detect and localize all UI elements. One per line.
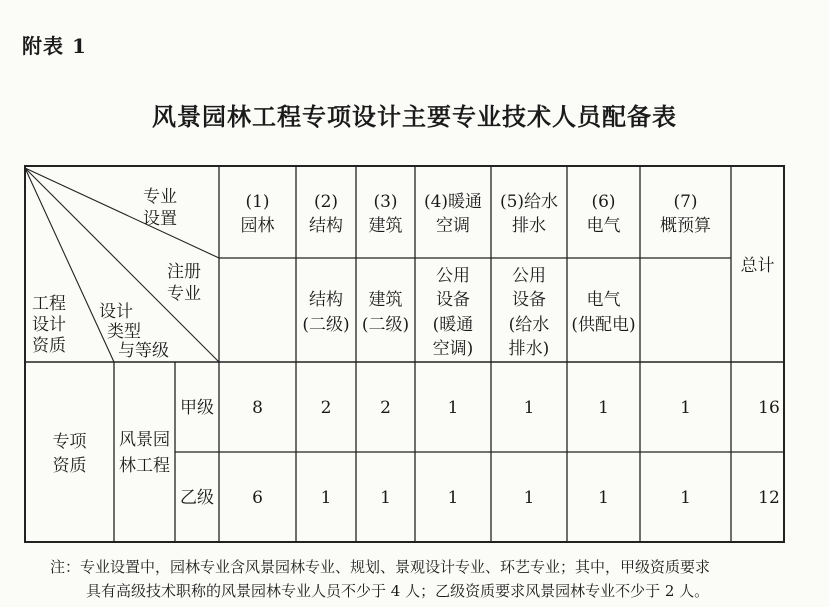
col7-num: (7) <box>673 192 698 212</box>
col3-reg-1: 建筑 <box>368 290 403 310</box>
grade-a: 甲级 <box>180 398 214 418</box>
col5-num: (5) <box>499 192 525 212</box>
corner-qualification-line1: 工程 <box>32 294 66 314</box>
col6-reg-2: (供配电) <box>571 315 636 335</box>
col4-name: 暖通 <box>448 192 483 212</box>
design-type-2: 林工程 <box>119 456 170 476</box>
col3-num: (3) <box>373 192 398 212</box>
table-title: 风景园林工程专项设计主要专业技术人员配备表 <box>152 102 677 131</box>
corner-registered-line1: 注册 <box>167 262 201 282</box>
col4-reg-2: 设备 <box>436 290 470 310</box>
col4-reg-4: 空调) <box>432 339 474 359</box>
qual-category-2: 资质 <box>52 456 87 476</box>
grade-a-col2: 2 <box>320 398 332 418</box>
col2-num: (2) <box>313 192 339 212</box>
note-line-1: 注：专业设置中，园林专业含风景园林专业、规划、景观设计专业、环艺专业；其中，甲级资质要求 <box>50 558 711 576</box>
col3-name: 建筑 <box>368 216 403 236</box>
grade-b-col2: 1 <box>320 488 332 508</box>
col7-name: 概预算 <box>660 216 711 236</box>
grade-b-total: 12 <box>758 488 780 508</box>
col4-title <box>415 190 491 214</box>
corner-profession-line1: 专业 <box>143 187 177 207</box>
grade-b-col3: 1 <box>380 488 391 508</box>
corner-design-line1: 设计 <box>99 302 133 322</box>
grade-a-col6: 1 <box>598 398 609 418</box>
col4-reg-3: (暖通 <box>432 315 474 335</box>
grade-a-col7: 1 <box>680 398 691 418</box>
corner-design-line3: 与等级 <box>118 341 169 361</box>
col1-num: (1) <box>245 192 270 212</box>
col5-reg-2: 设备 <box>512 290 546 310</box>
col5-reg-1: 公用 <box>512 266 546 286</box>
grade-a-col1: 8 <box>252 398 263 418</box>
col5-reg-3: (给水 <box>508 315 550 335</box>
grade-a-col5: 1 <box>523 398 535 418</box>
grade-a-col3: 2 <box>380 398 391 418</box>
col4-name2: 空调 <box>436 216 470 236</box>
col3-reg-2: (二级) <box>361 315 410 335</box>
corner-registered-line2: 专业 <box>167 284 201 304</box>
qual-category-1: 专项 <box>52 432 87 452</box>
grade-b-col7: 1 <box>680 488 691 508</box>
note-line-2: 具有高级技术职称的风景园林专业人员不少于 4 人；乙级资质要求风景园林专业不少于 2 人。 <box>86 582 710 600</box>
grade-b-col5: 1 <box>523 488 535 508</box>
col5-name: 给水 <box>524 192 559 212</box>
total-header: 总计 <box>740 256 775 276</box>
col2-reg-1: 结构 <box>309 290 343 310</box>
grade-a-col4: 1 <box>447 398 459 418</box>
corner-qualification-line3: 资质 <box>32 336 66 356</box>
grade-a-total: 16 <box>758 398 780 418</box>
col2-reg-2: (二级) <box>302 315 350 335</box>
grade-b: 乙级 <box>180 488 214 508</box>
grade-b-col1: 6 <box>252 488 263 508</box>
col4-num: (4) <box>423 192 449 212</box>
col6-name: 电气 <box>586 216 621 236</box>
col4-reg-1: 公用 <box>436 266 470 286</box>
col5-reg-4: 排水) <box>508 339 550 359</box>
col2-name: 结构 <box>309 216 343 236</box>
design-type-1: 风景园 <box>119 430 170 450</box>
col6-num: (6) <box>591 192 616 212</box>
col1-name: 园林 <box>240 216 275 236</box>
figure-label: 附表 1 <box>22 34 87 58</box>
corner-profession-line2: 设置 <box>143 209 177 229</box>
grade-b-col4: 1 <box>447 488 459 508</box>
corner-qualification-line2: 设计 <box>32 315 66 335</box>
corner-design-line2: 类型 <box>107 322 141 342</box>
col5-title <box>491 190 567 214</box>
col6-reg-1: 电气 <box>586 290 621 310</box>
grade-b-col6: 1 <box>598 488 609 508</box>
col5-name2: 排水 <box>512 216 546 236</box>
